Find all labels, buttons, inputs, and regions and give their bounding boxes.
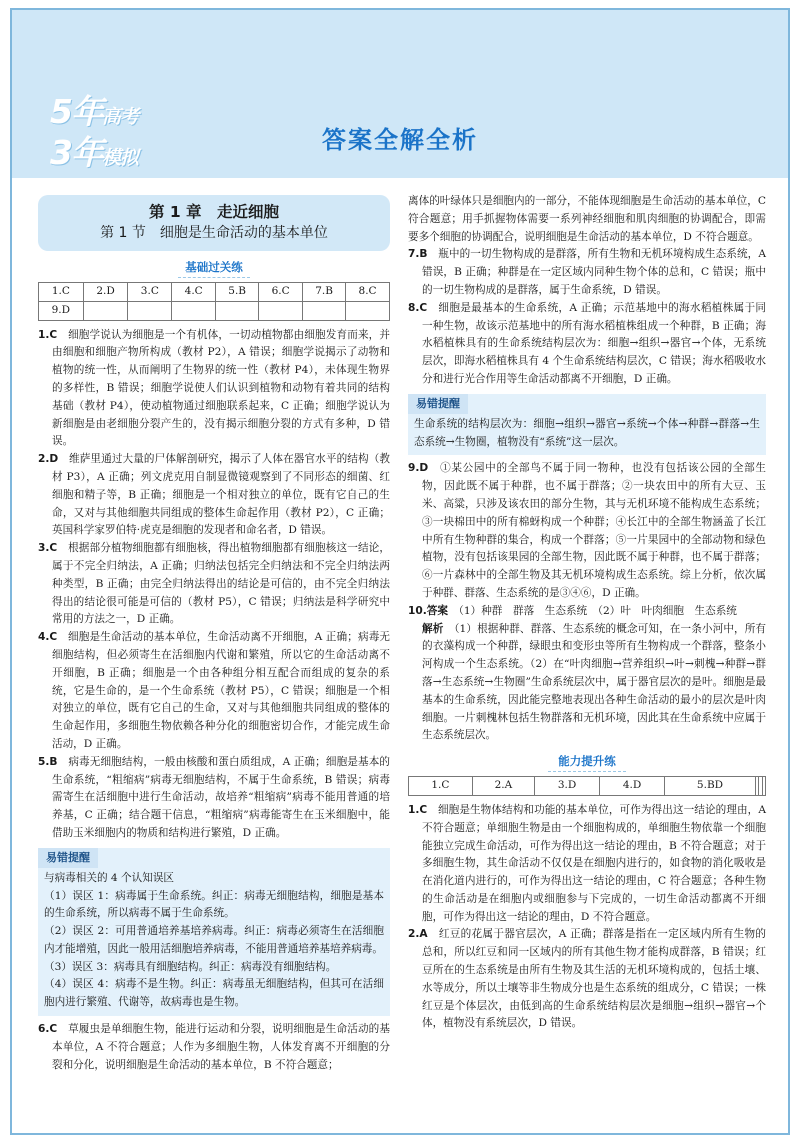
item-text: 红豆的花属于器官层次，A 正确；群落是指在一定区域内所有生物的总和，所以红豆和同一区域内的所有其他生物才能构成群落，B 错误；红豆所在的生态系统是由所有生物及其生活的无机环境构成的，包括土壤、水等成分，所以土壤等非生物成分也是生态系统的组成分，C 错误；一株红豆是个体层次，由低到高的生命系统结构层次是细胞→组织→器官→个体，植物没有系统层次，D 错误。 xyxy=(422,928,767,1030)
tip-line: （4）误区 4：病毒不是生物。纠正：病毒虽无细胞结构，但其可在活细胞内进行繁殖、代谢等，故病毒也是生物。 xyxy=(44,978,384,1009)
chapter-heading-box xyxy=(38,195,390,251)
answer-cell: 7.B xyxy=(303,283,346,302)
answer-cell xyxy=(303,301,346,320)
answer-cell: 8.C xyxy=(346,283,390,302)
answer-item xyxy=(408,603,766,621)
answer-row xyxy=(409,777,766,796)
answer-cell: 3.D xyxy=(535,777,600,796)
tip-line: （3）误区 3：病毒具有细胞结构。纠正：病毒没有细胞结构。 xyxy=(44,960,337,973)
answer-cell: 5.BD xyxy=(665,777,756,796)
answer-cell xyxy=(216,301,259,320)
item-number: 1.C xyxy=(38,328,58,341)
advanced-answer-table xyxy=(408,776,766,796)
item-number: 1.C xyxy=(408,803,428,816)
tip-text: 生命系统的结构层次为：细胞→组织→器官→系统→个体→种群→群落→生态系统→生物圈，植物没有“系统”这一层次。 xyxy=(414,417,760,448)
tip-box xyxy=(408,394,766,456)
logo-line2: 3年 xyxy=(50,133,102,172)
tip-label: 易错提醒 xyxy=(408,394,468,414)
item-number: 10.答案 xyxy=(408,604,448,617)
item-text: 草履虫是单细胞生物，能进行运动和分裂，说明细胞是生命活动的基本单位，A 不符合题意；人作为多细胞生物，人体发育离不开细胞的分裂和分化，说明细胞是生命活动的基本单位，B 不符合题意； xyxy=(52,1023,391,1071)
analysis-label: 解析 xyxy=(422,622,444,635)
item-text: 细胞是生命活动的基本单位，生命活动离不开细胞，A 正确；病毒无细胞结构，但必须寄生在活细胞内代谢和繁殖，所以它的生命活动离不开细胞，B 正确；细胞是一个由各种组分相互配合而组成的复杂的系统，它是生命的，是一个生命系统（教材 P5），C 错误；细胞是一个相对独立的单位，既有它自己的生命，又对与其他细胞共同组成的整体的生命起作用，多细胞生物依赖各种分化的细胞密切合作，才能完成生命活动，D 正确。 xyxy=(52,631,391,750)
analysis-text: （1）根据种群、群落、生态系统的概念可知，在一条小河中，所有的衣藻构成一个种群，绿眼虫和变形虫等所有生物构成一个群落，整条小河构成一个生态系统。（2）在“叶肉细胞→营养组织→叶→刺槐→种群→群落→生态系统→生物圈”生命系统层次中，属于器官层次的是叶。细胞是最基本的生命系统，因此能完整地表现出各种生命活动的最小的层次是叶肉细胞。一片刺槐林包括生物群落和无机环境，因此其在生命系统中应属于生态系统层次。 xyxy=(422,622,767,742)
answer-item xyxy=(38,540,390,629)
answer-cell: 3.C xyxy=(128,283,172,302)
page-title: 答案全解全析 xyxy=(322,126,478,154)
item-number: 8.C xyxy=(408,301,428,314)
answer-cell: 5.B xyxy=(216,283,259,302)
advanced-banner: 能力提升练 xyxy=(548,751,626,772)
item-answer: （1）种群 群落 生态系统 （2）叶 叶肉细胞 生态系统 xyxy=(458,604,737,617)
tip-line: （1）误区 1：病毒属于生命系统。纠正：病毒无细胞结构，细胞是基本的生命系统，所以病毒不属于生命系统。 xyxy=(44,889,384,920)
answer-cell: 1.C xyxy=(409,777,473,796)
answer-cell: 4.C xyxy=(172,283,216,302)
basic-answer-table xyxy=(38,282,390,321)
answer-cell: 1.C xyxy=(39,283,84,302)
analysis-paragraph xyxy=(408,621,766,746)
answer-cell: 2.A xyxy=(472,777,534,796)
tip-box xyxy=(38,848,390,1016)
answer-cell xyxy=(762,777,765,796)
item-text: 细胞是最基本的生命系统，A 正确；示范基地中的海水稻植株属于同一种生物，故该示范基地中的所有海水稻植株组成一个种群，B 正确；海水稻植株具有的生命系统结构层次为：细胞→组织→器官→个体，无系统层次，即海水稻植株具有 4 个生命系统结构层次，C 错误；海水稻吸收水分和进行光合作用等生命活动都离不开细胞，D 正确。 xyxy=(422,301,767,385)
answer-row xyxy=(39,283,390,302)
answer-cell xyxy=(172,301,216,320)
left-column xyxy=(38,195,390,1074)
item-text: ①某公园中的全部鸟不属于同一物种，也没有包括该公园的全部生物，因此既不属于种群，也不属于群落；②一块农田中的所有大豆、玉米、高粱，只涉及该农田的部分生物，其与无机环境不能构成生态系统；③一块棉田中的所有棉蚜构成一个种群；④长江中的全部生物涵盖了长江中所有生物种群的集合，构成一个群落；⑤一片果园中的全部动物和绿色植物，没有包括该果园的全部生物，因此既不属于种群，也不属于群落；⑥一片森林中的全部生物及其无机环境构成生态系统。综上分析，依次属于种群、群落、生态系统的是③④⑥，D 正确。 xyxy=(422,462,767,599)
basic-banner: 基础过关练 xyxy=(178,257,250,278)
item-number: 4.C xyxy=(38,631,58,644)
answer-cell: 2.D xyxy=(83,283,128,302)
item-number: 5.B xyxy=(38,755,58,768)
page-header xyxy=(12,10,788,178)
answer-item xyxy=(38,754,390,843)
answer-cell xyxy=(128,301,172,320)
item-text: 细胞学说认为细胞是一个有机体，一切动植物都由细胞发育而来，并由细胞和细胞产物所构成（教材 P2），A 错误；细胞学说揭示了动物和植物的统一性，从而阐明了生物界的统一性（教材 P4），未体现生物界的多样性，B 错误；细胞学说使人们认识到植物和动物有着共同的结构基础（教材 P4），使动植物通过细胞联系起来，C 正确；细胞学说认为新细胞是由老细胞分裂产生的，没有揭示细胞分裂的方式有多种，D 错误。 xyxy=(52,328,391,448)
item-text: 根据部分植物细胞都有细胞核，得出植物细胞都有细胞核这一结论，属于不完全归纳法，A 正确；归纳法包括完全归纳法和不完全归纳法两种类型，B 正确；由完全归纳法得出的结论是可信的，由不完全归纳法得出的结论很可能是可信的（教材 P5），C 错误；归纳法是科学研究中常用的方法之一，D 正确。 xyxy=(52,542,391,626)
item-text: 细胞是生物体结构和功能的基本单位，可作为得出这一结论的理由，A 不符合题意；单细胞生物是由一个细胞构成的，单细胞生物依靠一个细胞能独立完成生命活动，可作为得出这一结论的理由，B 不符合题意；对于多细胞生物，其生命活动不仅仅是在细胞内进行的，如食物的消化吸收是在消化道内进行的，可作为得出这一结论的理由，C 符合题意；各种生物的生命活动是在细胞内或细胞参与下完成的，一切生命活动都离不开细胞，可作为得出这一结论的理由，D 不符合题意。 xyxy=(422,803,767,923)
answer-row xyxy=(39,301,390,320)
item-continuation: 离体的叶绿体只是细胞内的一部分，不能体现细胞是生命活动的基本单位，C 符合题意；用手抓握物体需要一系列神经细胞和肌肉细胞的协调配合，即需要多个细胞的协调配合，说明细胞是生命活动的基本单位，D 不符合题意。 xyxy=(408,195,766,243)
answer-item xyxy=(408,300,766,389)
item-number: 2.D xyxy=(38,453,59,466)
answer-item xyxy=(408,926,766,1033)
answer-item xyxy=(38,327,390,452)
item-text: 病毒无细胞结构，一般由核酸和蛋白质组成，A 正确；细胞是基本的生命系统，“粗缩病”病毒无细胞结构，不属于生命系统，B 错误；病毒需寄生在活细胞中进行生命活动，故培养“粗缩病”病毒不能用普通的培养基，C 正确；结合题干信息，“粗缩病”病毒能寄生在玉米细胞中，能借助玉米细胞内的物质和结构进行繁殖，D 正确。 xyxy=(52,755,391,839)
item-number: 3.C xyxy=(38,542,58,555)
chapter-title: 第 1 章 走近细胞 xyxy=(148,203,280,221)
answer-item xyxy=(38,1021,390,1074)
item-text: 维萨里通过大量的尸体解剖研究，揭示了人体在器官水平的结构（教材 P3），A 正确；列文虎克用自制显微镜观察到了不同形态的细菌、红细胞和精子等，B 正确；细胞是一个相对独立的单位，既有它自己的生命，又对与其他细胞共同组成的整体生命起作用（教材 P2），C 正确；英国科学家罗伯特·虎克是细胞的发现者和命名者，D 错误。 xyxy=(52,453,390,537)
item-number: 7.B xyxy=(408,248,428,261)
item-number: 2.A xyxy=(408,928,428,941)
tip-label: 易错提醒 xyxy=(38,848,98,868)
tip-intro: 与病毒相关的 4 个认知误区 xyxy=(44,871,175,884)
answer-cell xyxy=(346,301,390,320)
answer-cell: 9.D xyxy=(39,301,84,320)
logo-line1-small: 高考 xyxy=(101,106,138,128)
answer-item xyxy=(38,629,390,754)
answer-cell xyxy=(259,301,303,320)
section-title: 第 1 节 细胞是生命活动的基本单位 xyxy=(100,225,328,241)
answer-item xyxy=(408,246,766,299)
logo-line1: 5年 xyxy=(50,92,102,131)
item-number: 6.C xyxy=(38,1023,58,1036)
item-text: 瓶中的一切生物构成的是群落，所有生物和无机环境构成生态系统，A 错误，B 正确；种群是在一定区域内同种生物个体的总和，C 错误；瓶中的一切生物构成的是群落，属于生命系统，D 错误。 xyxy=(422,248,766,296)
answer-cell: 6.C xyxy=(259,283,303,302)
answer-cell xyxy=(83,301,128,320)
answer-item xyxy=(38,451,390,540)
item-number: 9.D xyxy=(408,462,429,475)
logo-line2-small: 模拟 xyxy=(101,147,138,169)
right-column xyxy=(408,193,766,1033)
tip-line: （2）误区 2：可用普通培养基培养病毒。纠正：病毒必须寄生在活细胞内才能增殖，因此一般用活细胞培养病毒，不能用普通培养基培养病毒。 xyxy=(44,925,384,955)
answer-cell: 4.D xyxy=(600,777,665,796)
answer-item xyxy=(408,802,766,927)
answer-item xyxy=(408,460,766,602)
